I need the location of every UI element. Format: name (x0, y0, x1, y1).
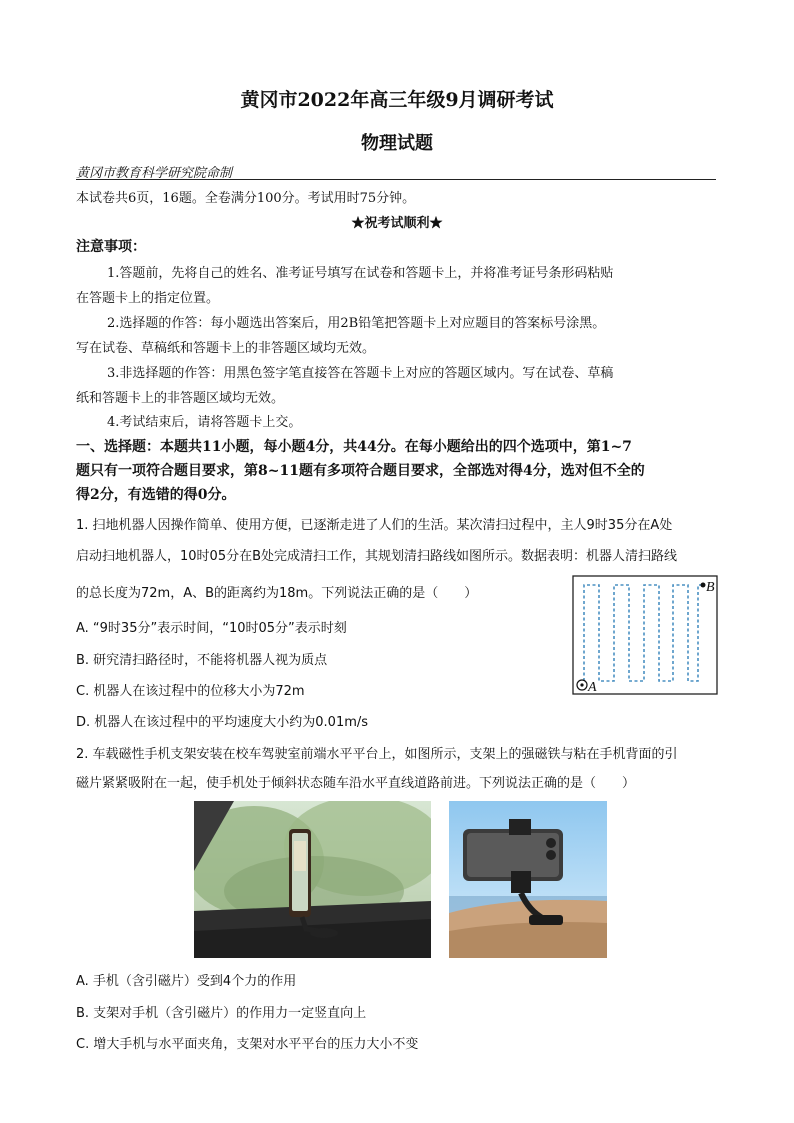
q2-option-b: B. 支架对手机（含引磁片）的作用力一定竖直向上 (76, 1006, 367, 1021)
notice-line: 在答题卡上的指定位置。 (76, 291, 220, 306)
car-phone-holder-photo (194, 801, 431, 958)
q2-option-a: A. 手机（含引磁片）受到4个力的作用 (76, 974, 297, 989)
section-heading: 题只有一项符合题目要求，第8~11题有多项符合题目要求，全部选对得4分，选对但不全的 (76, 463, 645, 479)
q1-stem-line: 1. 扫地机器人因操作简单、使用方便，已逐渐走进了人们的生活。某次清扫过程中，主人9时35分在A处 (76, 518, 673, 533)
q2-stem-line: 2. 车载磁性手机支架安装在校车驾驶室前端水平平台上，如图所示，支架上的强磁铁与粘在手机背面的引 (76, 747, 678, 762)
notice-line: 3.非选择题的作答：用黑色签字笔直接答在答题卡上对应的答题区域内。写在试卷、草稿 (107, 366, 614, 381)
q1-option-b: B. 研究清扫路径时，不能将机器人视为质点 (76, 653, 328, 668)
header-rule (76, 179, 716, 180)
q2-stem-line: 磁片紧紧吸附在一起，使手机处于倾斜状态随车沿水平直线道路前进。下列说法正确的是（ ） (76, 776, 636, 791)
page-title: 黄冈市2022年高三年级9月调研考试 (240, 89, 554, 111)
notice-line: 4.考试结束后，请将答题卡上交。 (107, 415, 302, 430)
page-subtitle: 物理试题 (361, 133, 433, 154)
issuer-text: 黄冈市教育科学研究院命制 (76, 166, 233, 181)
section-heading: 得2分，有选错的得0分。 (76, 487, 236, 503)
notice-line: 纸和答题卡上的非答题区域均无效。 (76, 391, 285, 406)
q1-stem-line: 启动扫地机器人，10时05分在B处完成清扫工作，其规划清扫路线如图所示。数据表明：机器人清扫路线 (76, 549, 678, 564)
label-a: A (588, 680, 597, 695)
dashboard-phone-holder-photo (449, 801, 607, 958)
notice-line: 1.答题前，先将自己的姓名、准考证号填写在试卷和答题卡上，并将准考证号条形码粘贴 (107, 266, 614, 281)
exam-info: 本试卷共6页，16题。全卷满分100分。考试用时75分钟。 (76, 191, 416, 206)
wish-text: ★祝考试顺利★ (351, 216, 443, 231)
q1-option-a: A. “9时35分”表示时间，“10时05分”表示时刻 (76, 621, 347, 636)
notice-line: 写在试卷、草稿纸和答题卡上的非答题区域均无效。 (76, 341, 376, 356)
label-b: B (706, 580, 715, 595)
q2-option-c: C. 增大手机与水平面夹角，支架对水平平台的压力大小不变 (76, 1037, 419, 1052)
section-heading: 一、选择题：本题共11小题，每小题4分，共44分。在每小题给出的四个选项中，第1~7 (76, 439, 632, 455)
notice-heading: 注意事项： (76, 239, 146, 255)
cleaning-route-figure (572, 575, 718, 695)
q1-option-c: C. 机器人在该过程中的位移大小为72m (76, 684, 305, 699)
notice-line: 2.选择题的作答：每小题选出答案后，用2B铅笔把答题卡上对应题目的答案标号涂黑。 (107, 316, 606, 331)
q1-option-d: D. 机器人在该过程中的平均速度大小约为0.01m/s (76, 715, 369, 730)
q1-stem-line: 的总长度为72m，A、B的距离约为18m。下列说法正确的是（ ） (76, 586, 478, 601)
